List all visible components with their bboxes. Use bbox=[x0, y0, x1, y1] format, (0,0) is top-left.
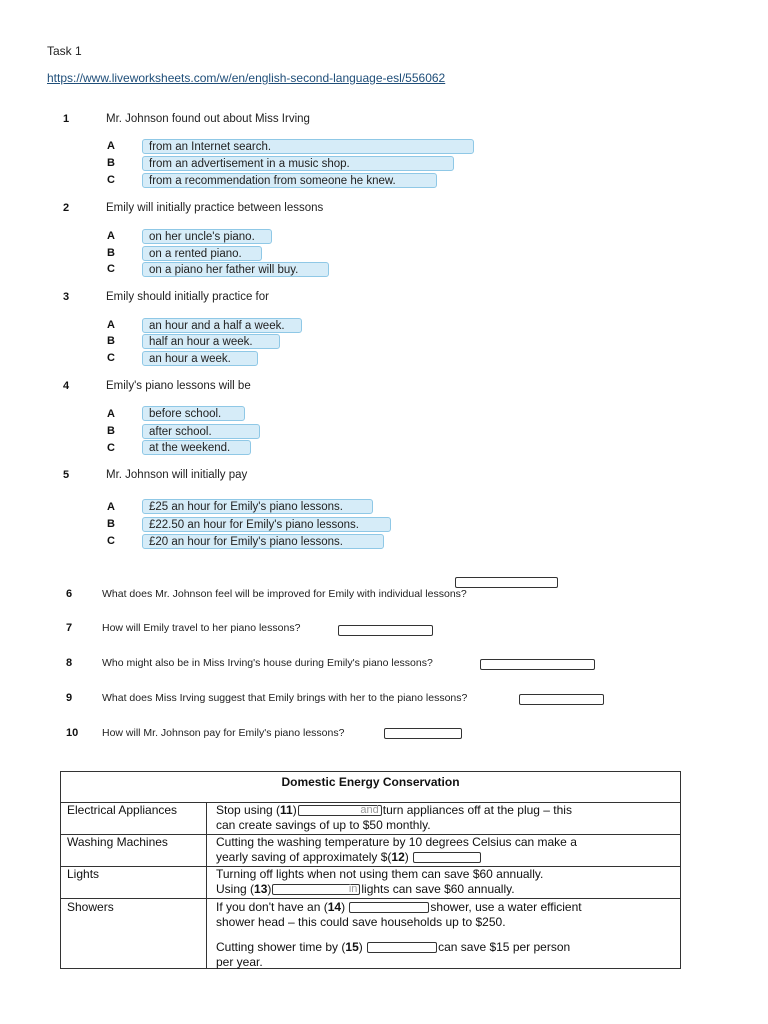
question-text: Who might also be in Miss Irving's house during Emily's piano lessons? bbox=[102, 657, 433, 669]
answer-option[interactable]: an hour a week. bbox=[142, 351, 258, 366]
answer-option[interactable]: on a rented piano. bbox=[142, 246, 262, 261]
question-text: Mr. Johnson found out about Miss Irving bbox=[106, 113, 310, 125]
option-letter: A bbox=[107, 319, 115, 331]
table-row-text: Cutting the washing temperature by 10 degrees Celsius can make a yearly saving of approximately $(12) bbox=[216, 835, 577, 864]
table-row-text: If you don't have an (14) shower, use a water efficient shower head – this could save households up to $250. Cutting shower time by (15) can save $15 per person per year. bbox=[216, 900, 582, 969]
worksheet-link[interactable]: https://www.liveworksheets.com/w/en/english-second-language-esl/556062 bbox=[47, 71, 446, 85]
option-letter: C bbox=[107, 174, 115, 186]
question-number: 8 bbox=[66, 657, 73, 669]
question-text: How will Emily travel to her piano lessons? bbox=[102, 622, 301, 634]
question-number: 7 bbox=[66, 622, 73, 634]
answer-option[interactable]: from an Internet search. bbox=[142, 139, 474, 154]
option-letter: C bbox=[107, 535, 115, 547]
answer-input[interactable] bbox=[455, 577, 558, 588]
fill-blank-input[interactable]: in bbox=[272, 884, 360, 895]
question-number: 4 bbox=[63, 380, 70, 392]
fill-blank-input[interactable]: and bbox=[298, 805, 382, 816]
answer-option[interactable]: from a recommendation from someone he knew. bbox=[142, 173, 437, 188]
option-letter: B bbox=[107, 335, 115, 347]
table-title: Domestic Energy Conservation bbox=[281, 775, 460, 789]
option-letter: B bbox=[107, 425, 115, 437]
table-divider bbox=[61, 898, 680, 899]
option-letter: C bbox=[107, 352, 115, 364]
question-text: Mr. Johnson will initially pay bbox=[106, 469, 248, 481]
table-row-category: Washing Machines bbox=[67, 835, 168, 849]
answer-input[interactable] bbox=[384, 728, 462, 739]
question-number: 3 bbox=[63, 291, 70, 303]
question-number: 5 bbox=[63, 469, 70, 481]
option-letter: B bbox=[107, 247, 115, 259]
answer-option[interactable]: after school. bbox=[142, 424, 260, 439]
fill-blank-input[interactable] bbox=[349, 902, 429, 913]
table-row-category: Electrical Appliances bbox=[67, 803, 178, 817]
table-column-divider bbox=[206, 802, 207, 969]
question-number: 9 bbox=[66, 692, 73, 704]
option-letter: A bbox=[107, 230, 115, 242]
question-text: Emily will initially practice between lessons bbox=[106, 202, 324, 214]
question-text: Emily should initially practice for bbox=[106, 291, 269, 303]
option-letter: B bbox=[107, 157, 115, 169]
answer-option[interactable]: at the weekend. bbox=[142, 440, 251, 455]
question-number: 2 bbox=[63, 202, 70, 214]
answer-option[interactable]: £22.50 an hour for Emily's piano lessons. bbox=[142, 517, 391, 532]
table-row-category: Showers bbox=[67, 900, 114, 914]
answer-option[interactable]: half an hour a week. bbox=[142, 334, 280, 349]
option-letter: A bbox=[107, 140, 115, 152]
fill-blank-input[interactable] bbox=[367, 942, 437, 953]
question-text: Emily's piano lessons will be bbox=[106, 380, 251, 392]
energy-conservation-table bbox=[60, 771, 681, 969]
option-letter: A bbox=[107, 501, 115, 513]
question-text: What does Mr. Johnson feel will be improved for Emily with individual lessons? bbox=[102, 588, 467, 600]
answer-option[interactable]: an hour and a half a week. bbox=[142, 318, 302, 333]
answer-option[interactable]: on her uncle's piano. bbox=[142, 229, 272, 244]
table-row-text: Turning off lights when not using them can save $60 annually. Using (13) in lights can save $60 annually. bbox=[216, 867, 544, 896]
answer-option[interactable]: £25 an hour for Emily's piano lessons. bbox=[142, 499, 373, 514]
answer-option[interactable]: on a piano her father will buy. bbox=[142, 262, 329, 277]
question-number: 1 bbox=[63, 113, 70, 125]
task-title: Task 1 bbox=[47, 44, 82, 58]
table-row-text: Stop using (11) and turn appliances off at the plug – this can create savings of up to $50 monthly. bbox=[216, 803, 572, 832]
table-row-category: Lights bbox=[67, 867, 100, 881]
question-text: What does Miss Irving suggest that Emily brings with her to the piano lessons? bbox=[102, 692, 468, 704]
question-text: How will Mr. Johnson pay for Emily's piano lessons? bbox=[102, 727, 345, 739]
fill-blank-input[interactable] bbox=[413, 852, 481, 863]
question-number: 6 bbox=[66, 588, 73, 600]
answer-input[interactable] bbox=[519, 694, 604, 705]
answer-option[interactable]: from an advertisement in a music shop. bbox=[142, 156, 454, 171]
answer-option[interactable]: £20 an hour for Emily's piano lessons. bbox=[142, 534, 384, 549]
option-letter: A bbox=[107, 408, 115, 420]
answer-input[interactable] bbox=[480, 659, 595, 670]
question-number: 10 bbox=[66, 727, 79, 739]
option-letter: B bbox=[107, 518, 115, 530]
option-letter: C bbox=[107, 263, 115, 275]
answer-input[interactable] bbox=[338, 625, 433, 636]
answer-option[interactable]: before school. bbox=[142, 406, 245, 421]
option-letter: C bbox=[107, 442, 115, 454]
